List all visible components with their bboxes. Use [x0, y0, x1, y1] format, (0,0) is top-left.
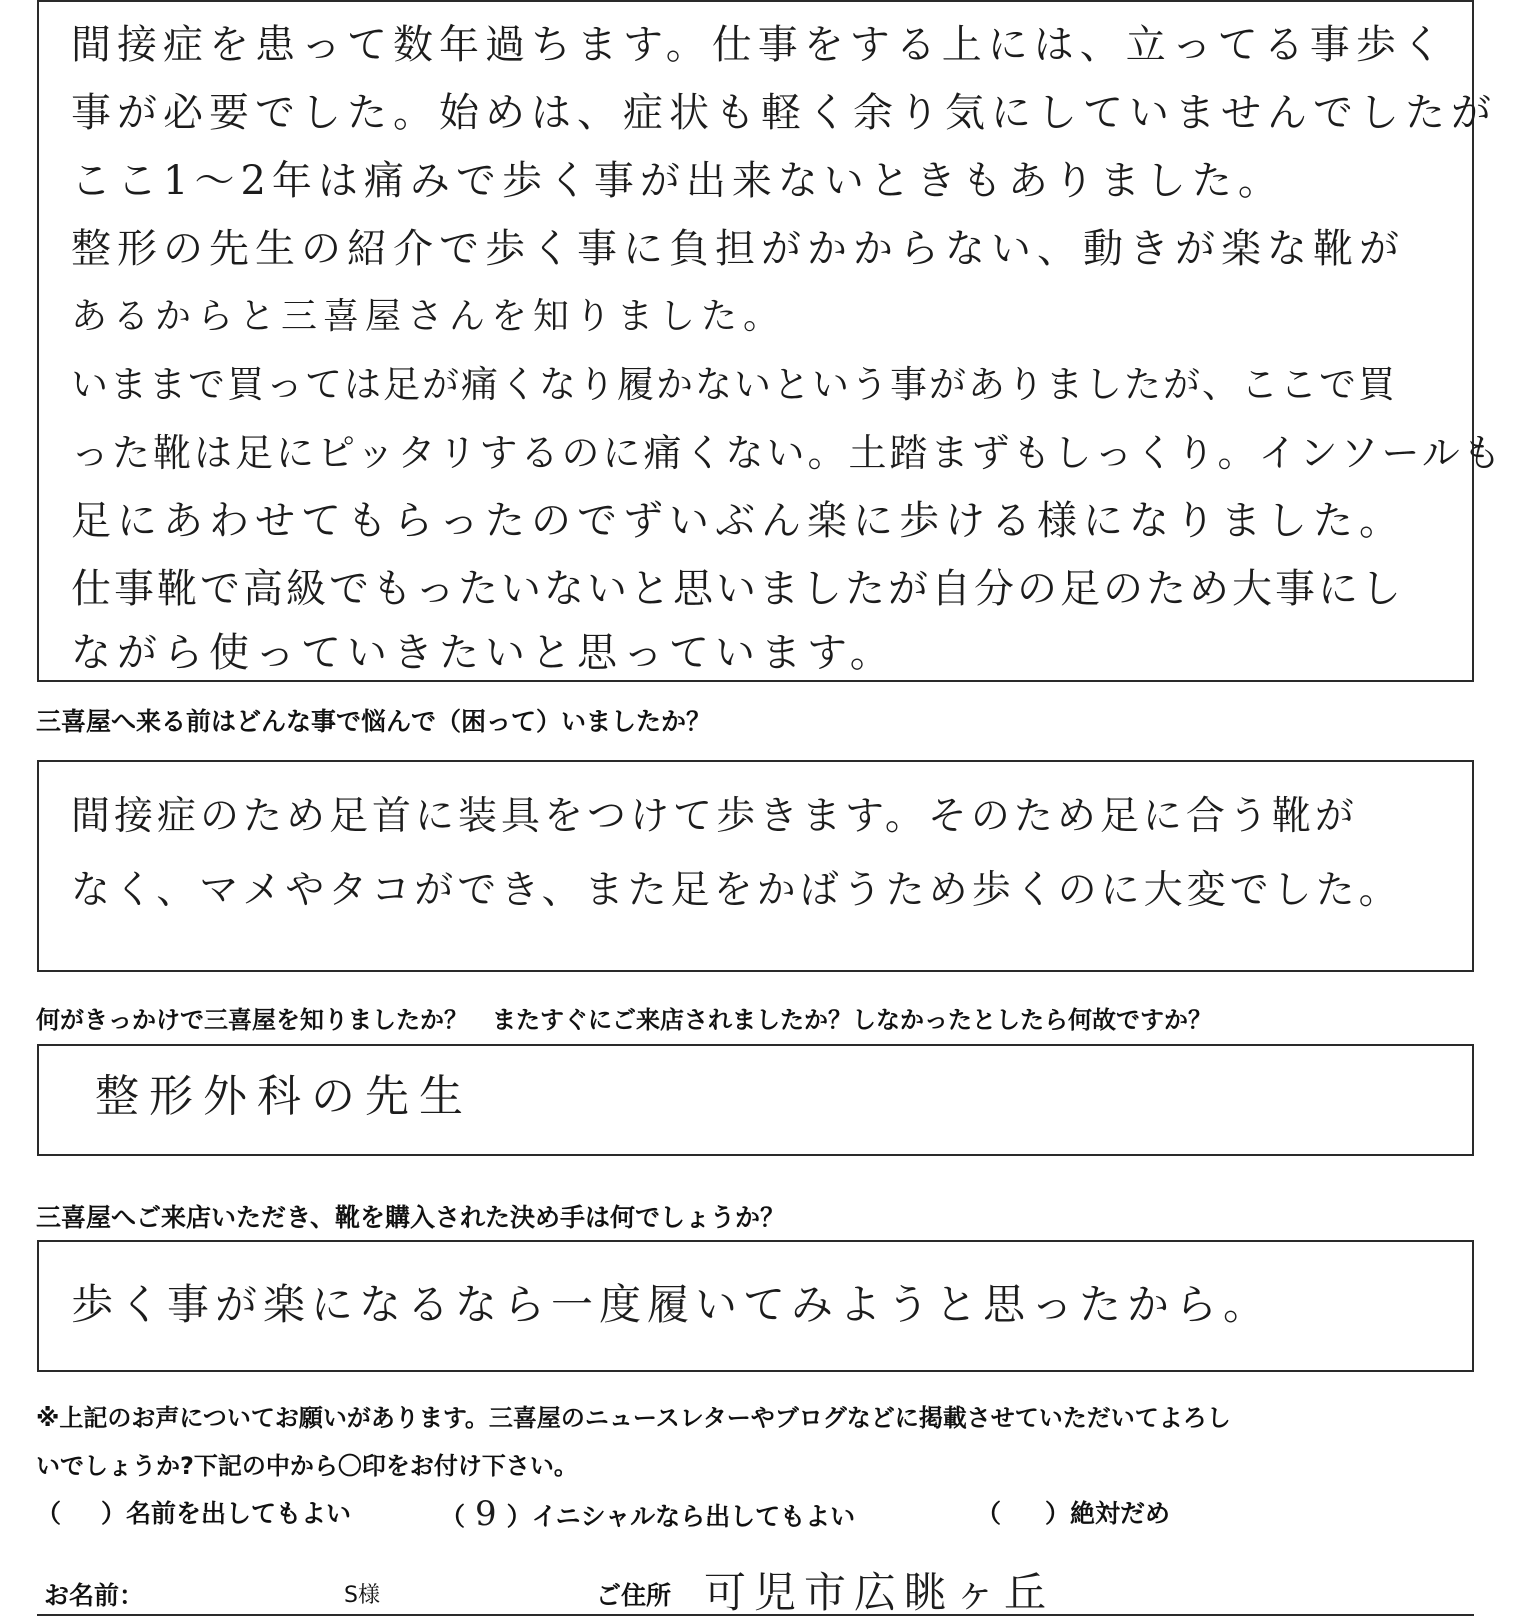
option-refuse-open: （: [976, 1499, 1002, 1528]
question-3-label: 三喜屋へご来店いただき、靴を購入された決め手は何でしょうか？: [36, 1203, 786, 1232]
name-value: S様: [344, 1583, 380, 1608]
option-name-ok-label: ）名前を出してもよい: [101, 1499, 352, 1528]
comment-line-10: ながら使っていきたいと思っています。: [71, 630, 896, 676]
comment-line-4: 整形の先生の紹介で歩く事に負担がかからない、動きが楽な靴が: [71, 226, 1405, 272]
comment-line-8: 足にあわせてもらったのでずいぶん楽に歩ける様になりました。: [71, 498, 1405, 544]
comment-box: [37, 0, 1504, 682]
comment-line-3: ここ1～2年は痛みで歩く事が出来ないときもありました。: [71, 158, 1284, 204]
option-initial-ok[interactable]: [440, 1494, 855, 1534]
answer-1-box: [37, 760, 1474, 972]
question-2-label: 何がきっかけで三喜屋を知りましたか？ またすぐにご来店されましたか？しなかったとしたら何故ですか？: [36, 1006, 1212, 1034]
answer-2-box: [37, 1044, 1474, 1156]
name-label: お名前：: [44, 1581, 145, 1610]
comment-line-1: 間接症を患って数年過ちます。仕事をする上には、立ってる事歩く: [71, 22, 1448, 68]
option-name-ok-open: （: [36, 1499, 62, 1528]
option-refuse[interactable]: [976, 1494, 1170, 1530]
comment-line-2: 事が必要でした。始めは、症状も軽く余り気にしていませんでしたが: [71, 90, 1497, 136]
answer-3-text: 歩く事が楽になるなら一度履いてみようと思ったから。: [71, 1280, 1272, 1329]
question-1-label: 三喜屋へ来る前はどんな事で悩んで（困って）いましたか？: [36, 707, 712, 736]
comment-line-6: いままで買っては足が痛くなり履かないという事がありましたが、ここで買: [71, 363, 1397, 406]
answer-3-box: [37, 1240, 1474, 1372]
comment-line-7: った靴は足にピッタリするのに痛くない。土踏まずもしっくり。インソールも: [71, 431, 1504, 475]
option-refuse-label: ）絶対だめ: [1045, 1499, 1171, 1528]
option-name-ok[interactable]: [36, 1494, 351, 1530]
notice-line-2: いでしょうか?下記の中から〇印をお付け下さい。: [36, 1452, 578, 1480]
comment-line-5: あるからと三喜屋さんを知りました。: [71, 296, 786, 337]
option-initial-ok-mark: 9: [475, 1494, 497, 1534]
footer-rule: [37, 1614, 1474, 1616]
option-initial-ok-open: （: [440, 1502, 466, 1531]
notice-line-1: ※上記のお声についてお願いがあります。三喜屋のニュースレターやブログなどに掲載させていただいてよろし: [36, 1404, 1231, 1432]
address-label: ご住所: [596, 1581, 672, 1610]
answer-2-text: 整形外科の先生: [95, 1071, 473, 1122]
option-initial-ok-label: ）イニシャルなら出してもよい: [506, 1502, 856, 1531]
answer-1-line-2: なく、マメやタコができ、また足をかばうため歩くのに大変でした。: [71, 868, 1402, 913]
address-value: 可児市広眺ヶ丘: [704, 1568, 1055, 1617]
comment-line-9: 仕事靴で高級でもったいないと思いましたが自分の足のため大事にし: [71, 566, 1404, 612]
answer-1-line-1: 間接症のため足首に装具をつけて歩きます。そのため足に合う靴が: [71, 794, 1358, 839]
